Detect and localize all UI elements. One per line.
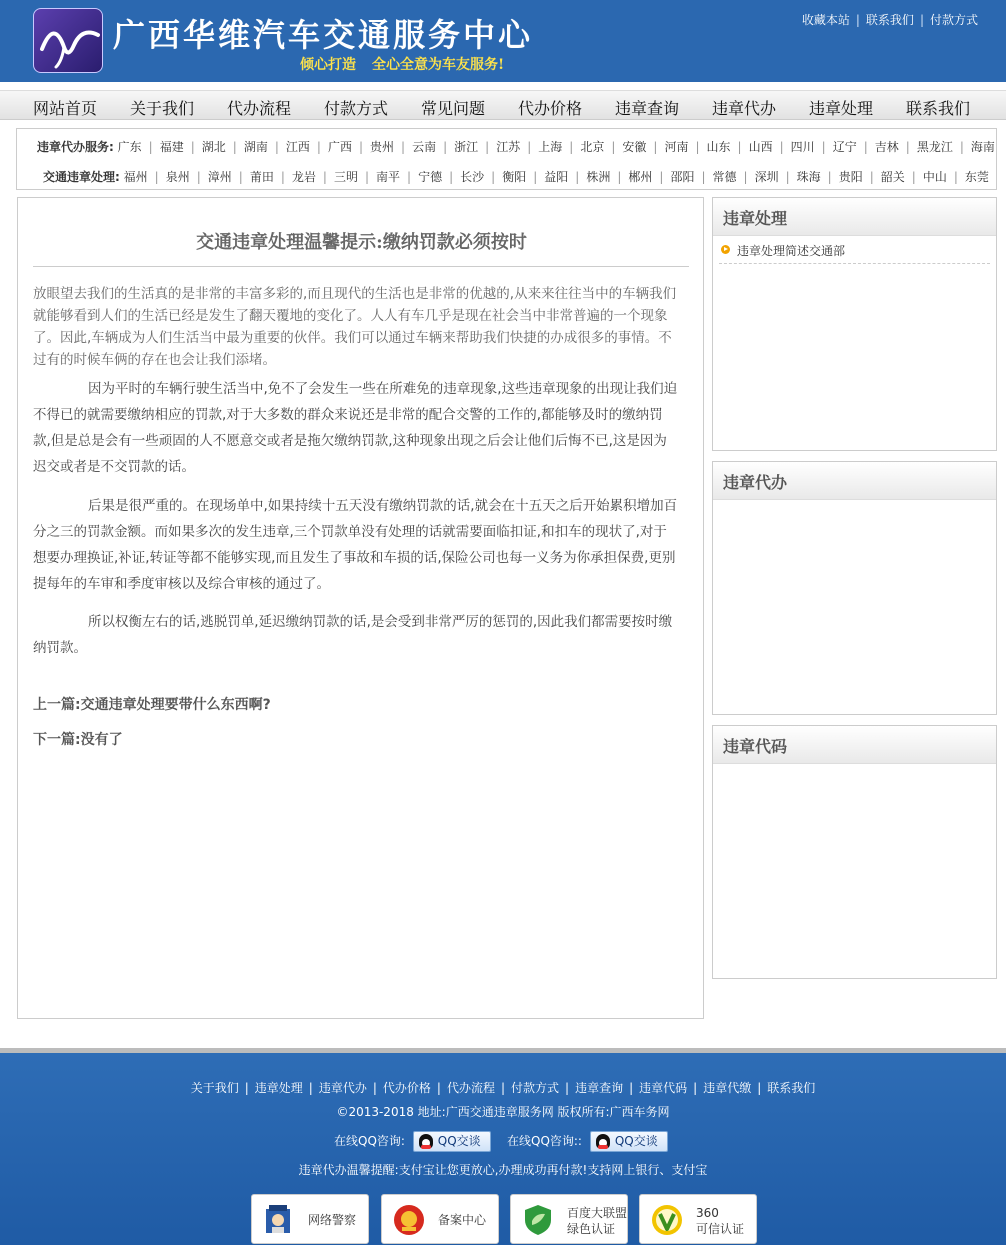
badge-baidu-green[interactable] [510, 1194, 628, 1244]
link-separator: | [653, 140, 658, 154]
link-separator: | [449, 170, 454, 184]
province-link[interactable]: 上海 [538, 140, 563, 154]
province-link[interactable]: 广东 [117, 140, 142, 154]
link-separator: | [436, 1081, 441, 1095]
slogan-part-1: 倾心打造 [300, 57, 356, 73]
link-separator: | [401, 140, 406, 154]
site-header [0, 0, 1006, 82]
city-link[interactable]: 福州 [123, 170, 148, 184]
panel-violation-code [712, 725, 997, 979]
article-paragraph-2: 因为平时的车辆行驶生活当中,免不了会发生一些在所难免的违章现象,这些违章现象的出现让我们迫不得已的就需要缴纳相应的罚款,对于大多数的群众来说还是非常的配合交警的工作的,都能够及时的缴纳罚款,但是总是会有一些顽固的人不愿意交或者是拖欠缴纳罚款,这种现象出现之后会让他们后悔不已,这是因为迟交或者是不交罚款的话。 [33, 381, 678, 475]
link-separator: | [911, 170, 916, 184]
link-separator: | [500, 1081, 506, 1095]
panel-violation-handling [712, 197, 997, 451]
badge-line-2: 可信认证 [696, 1222, 745, 1236]
nav-about[interactable]: 关于我们 [130, 99, 195, 118]
nav-query[interactable]: 违章查询 [615, 99, 680, 118]
panel-title: 违章代办 [713, 462, 996, 500]
prev-label: 上一篇: [33, 697, 81, 713]
link-separator: | [953, 170, 958, 184]
province-link[interactable]: 广西 [327, 140, 352, 154]
qq-consult-1 [334, 1131, 491, 1152]
link-separator: | [358, 140, 364, 154]
link-separator: | [827, 170, 832, 184]
panel-item-link[interactable]: 违章处理简述交通部 [737, 244, 846, 258]
footer-link[interactable]: 联系我们 [767, 1081, 816, 1095]
city-link[interactable]: 邵阳 [670, 170, 695, 184]
link-separator: | [190, 140, 195, 154]
province-link[interactable]: 贵州 [370, 140, 395, 154]
slogan-part-2: 全心全意为车友服务! [372, 57, 505, 73]
next-article [33, 729, 123, 749]
footer-tip: 违章代办温馨提醒:支付宝让您更放心,办理成功再付款!支持网上银行、支付宝 [298, 1163, 708, 1177]
panel-violation-agent [712, 461, 997, 715]
footer-link[interactable]: 违章查询 [575, 1081, 624, 1095]
link-separator: | [737, 140, 742, 154]
qq-button-label: QQ交谈 [614, 1134, 658, 1148]
link-separator: | [485, 140, 490, 154]
city-link[interactable]: 龙岩 [291, 170, 316, 184]
footer-link[interactable]: 违章代办 [318, 1081, 367, 1095]
footer-link[interactable]: 违章代码 [639, 1081, 688, 1095]
link-separator: | [533, 170, 538, 184]
link-separator: | [569, 140, 574, 154]
link-separator: | [308, 1081, 313, 1095]
link-separator: | [244, 1081, 249, 1095]
province-link[interactable]: 江苏 [496, 140, 521, 154]
police-icon [262, 1203, 296, 1237]
qq-label: 在线QQ咨询: [334, 1134, 405, 1148]
footer-link[interactable]: 关于我们 [190, 1081, 239, 1095]
city-link[interactable]: 漳州 [207, 170, 232, 184]
province-link[interactable]: 山西 [748, 140, 773, 154]
link-separator: | [274, 140, 279, 154]
nav-process[interactable]: 代办流程 [227, 99, 292, 118]
top-links: 收藏本站 | 联系我们 | 付款方式 [801, 13, 978, 27]
logo-mark-icon [34, 9, 104, 74]
link-separator: | [743, 170, 748, 184]
nav-home[interactable]: 网站首页 [33, 99, 98, 118]
footer-link[interactable]: 违章代缴 [703, 1081, 752, 1095]
list-item [719, 240, 990, 264]
next-article-text: 没有了 [80, 732, 123, 748]
site-logo[interactable] [33, 8, 103, 73]
city-link[interactable]: 三明 [333, 170, 358, 184]
city-link[interactable]: 宁德 [418, 170, 443, 184]
badge-line-1: 360 [696, 1206, 719, 1220]
link-separator: | [779, 140, 784, 154]
link-separator: | [863, 140, 868, 154]
link-separator: | [617, 170, 622, 184]
province-link[interactable]: 北京 [580, 140, 605, 154]
city-link[interactable]: 中山 [922, 170, 947, 184]
qq-chat-button[interactable] [413, 1131, 491, 1152]
article-paragraph-4: 所以权衡左右的话,逃脱罚单,延迟缴纳罚款的话,是会受到非常严厉的惩罚的,因此我们都需要按时缴纳罚款。 [33, 614, 673, 656]
link-separator: | [316, 140, 321, 154]
province-link[interactable]: 浙江 [454, 140, 479, 154]
nav-agent[interactable]: 违章代办 [712, 99, 777, 118]
link-separator: | [196, 170, 201, 184]
nav-payment[interactable]: 付款方式 [324, 99, 389, 118]
badge-text [696, 1205, 744, 1237]
city-link[interactable]: 珠海 [796, 170, 821, 184]
link-separator: | [757, 1081, 762, 1095]
badge-text: 备案中心 [438, 1213, 487, 1227]
link-separator: | [905, 140, 910, 154]
link-separator: | [280, 170, 285, 184]
badge-cyber-police[interactable] [251, 1194, 369, 1244]
prev-article-link[interactable]: 交通违章处理要带什么东西啊? [80, 697, 271, 713]
city-link[interactable]: 益阳 [544, 170, 569, 184]
next-label: 下一篇: [33, 732, 81, 748]
link-separator: | [443, 140, 448, 154]
prev-article [33, 694, 271, 714]
contact-link[interactable]: 联系我们 [865, 13, 914, 27]
badge-text [567, 1205, 627, 1237]
city-link[interactable]: 常德 [712, 170, 737, 184]
link-separator: | [407, 170, 412, 184]
province-links-row [37, 138, 995, 155]
link-separator: | [959, 140, 964, 154]
article-paragraph-3: 后果是很严重的。在现场单中,如果持续十五天没有缴纳罚款的话,就会在十五天之后开始累积增加百分之三的罚款金额。而如果多次的发生违章,三个罚款单没有处理的话就需要面临扣证,和扣车的现状了,对于想要办理换证,补证,转证等都不能够实现,而且发生了事故和车损的话,保险公司也每一义务为你承担保费,更别提每年的车审和季度审核以及综合审核的通过了。 [33, 498, 678, 592]
city-link[interactable]: 莆田 [249, 170, 274, 184]
panel-title: 违章代码 [713, 726, 996, 764]
province-link[interactable]: 辽宁 [832, 140, 857, 154]
city-link[interactable]: 株洲 [586, 170, 611, 184]
city-link[interactable]: 长沙 [460, 170, 485, 184]
link-separator: | [693, 1081, 698, 1095]
province-link[interactable]: 福建 [159, 140, 184, 154]
green-shield-icon [521, 1203, 555, 1237]
nav-faq[interactable]: 常见问题 [421, 99, 486, 118]
link-separator: | [659, 170, 664, 184]
link-separator: | [527, 140, 532, 154]
footer-link[interactable]: 违章处理 [254, 1081, 303, 1095]
city-link[interactable]: 东莞 [964, 170, 989, 184]
site-title: 广西华维汽车交通服务中心 [113, 16, 534, 54]
article-paragraph-1: 放眼望去我们的生活真的是非常的丰富多彩的,而且现代的生活也是非常的优越的,从来来往往当中的车辆我们就能够看到人们的生活已经是发生了翻天覆地的变化了。人人有车几乎是现在社会当中非常普遍的一个现象了。因此,车辆成为人们生活当中最为重要的伙伴。我们可以通过车辆来帮助我们快捷的办成很多的事情。不过有的时候车俩的存在也会让我们添堵。 [33, 286, 677, 368]
province-link[interactable]: 山东 [706, 140, 731, 154]
province-link[interactable]: 黑龙江 [916, 140, 953, 154]
province-link[interactable]: 海南 [970, 140, 995, 154]
link-separator: | [821, 140, 826, 154]
link-separator: | [322, 170, 327, 184]
badge-line-2: 绿色认证 [567, 1222, 616, 1236]
link-separator: | [565, 1081, 570, 1095]
payment-link[interactable]: 付款方式 [929, 13, 978, 27]
province-link[interactable]: 河南 [664, 140, 689, 154]
qq-penguin-icon [419, 1134, 433, 1149]
city-link[interactable]: 郴州 [628, 170, 653, 184]
link-separator: | [629, 1081, 634, 1095]
badge-line-1: 百度大联盟 [567, 1206, 628, 1220]
link-separator: | [869, 170, 874, 184]
link-separator: | [695, 140, 700, 154]
city-link[interactable]: 衡阳 [502, 170, 527, 184]
qq-label: 在线QQ咨询:: [507, 1134, 582, 1148]
process-label: 交通违章处理: [43, 170, 120, 184]
footer-link[interactable]: 代办价格 [382, 1081, 431, 1095]
qq-consult-2 [507, 1131, 668, 1152]
city-link[interactable]: 泉州 [165, 170, 190, 184]
city-links-row [43, 168, 989, 185]
link-separator: | [491, 170, 496, 184]
qq-chat-button[interactable] [590, 1131, 668, 1152]
link-separator: | [238, 170, 243, 184]
site-slogan [300, 54, 520, 74]
main-nav [0, 90, 1006, 120]
footer-link[interactable]: 代办流程 [446, 1081, 495, 1095]
province-link[interactable]: 湖南 [243, 140, 268, 154]
province-link[interactable]: 安徽 [622, 140, 647, 154]
title-divider [33, 266, 689, 267]
province-link[interactable]: 江西 [285, 140, 310, 154]
qq-penguin-icon [596, 1134, 610, 1149]
badge-text: 网络警察 [308, 1213, 357, 1227]
province-link[interactable]: 湖北 [201, 140, 226, 154]
link-separator: | [232, 140, 237, 154]
service-label: 违章代办服务: [37, 140, 114, 154]
article-box [17, 197, 704, 1019]
footer-link[interactable]: 付款方式 [511, 1081, 560, 1095]
link-separator: | [701, 170, 706, 184]
link-separator: | [611, 140, 616, 154]
nav-handle[interactable]: 违章处理 [809, 99, 874, 118]
panel-title: 违章处理 [713, 198, 996, 236]
province-link[interactable]: 吉林 [874, 140, 899, 154]
city-link[interactable]: 南平 [376, 170, 401, 184]
article-title: 交通违章处理温馨提示:缴纳罚款必须按时 [196, 232, 527, 253]
nav-price[interactable]: 代办价格 [518, 99, 583, 118]
city-link[interactable]: 贵阳 [838, 170, 863, 184]
link-separator: | [785, 170, 790, 184]
site-footer [0, 1048, 1006, 1245]
bookmark-link[interactable]: 收藏本站 [801, 13, 850, 27]
arrow-bullet-icon [721, 245, 730, 254]
link-separator: | [364, 170, 370, 184]
province-link[interactable]: 云南 [412, 140, 437, 154]
link-separator: | [154, 170, 159, 184]
city-link[interactable]: 韶关 [880, 170, 905, 184]
link-separator: | [372, 1081, 377, 1095]
nav-contact[interactable]: 联系我们 [906, 99, 971, 118]
footer-links [0, 1079, 1006, 1096]
qq-button-label: QQ交谈 [437, 1134, 481, 1148]
badge-360-trust[interactable] [639, 1194, 757, 1244]
city-links-box [16, 128, 997, 190]
city-link[interactable]: 深圳 [754, 170, 779, 184]
badge-record-center[interactable] [381, 1194, 499, 1244]
province-link[interactable]: 四川 [790, 140, 815, 154]
footer-copyright: ©2013-2018 地址:广西交通违章服务网 版权所有:广西车务网 [336, 1105, 670, 1119]
national-emblem-icon [392, 1203, 426, 1237]
link-separator: | [148, 140, 153, 154]
verified-v-icon [650, 1203, 684, 1237]
link-separator: | [575, 170, 580, 184]
